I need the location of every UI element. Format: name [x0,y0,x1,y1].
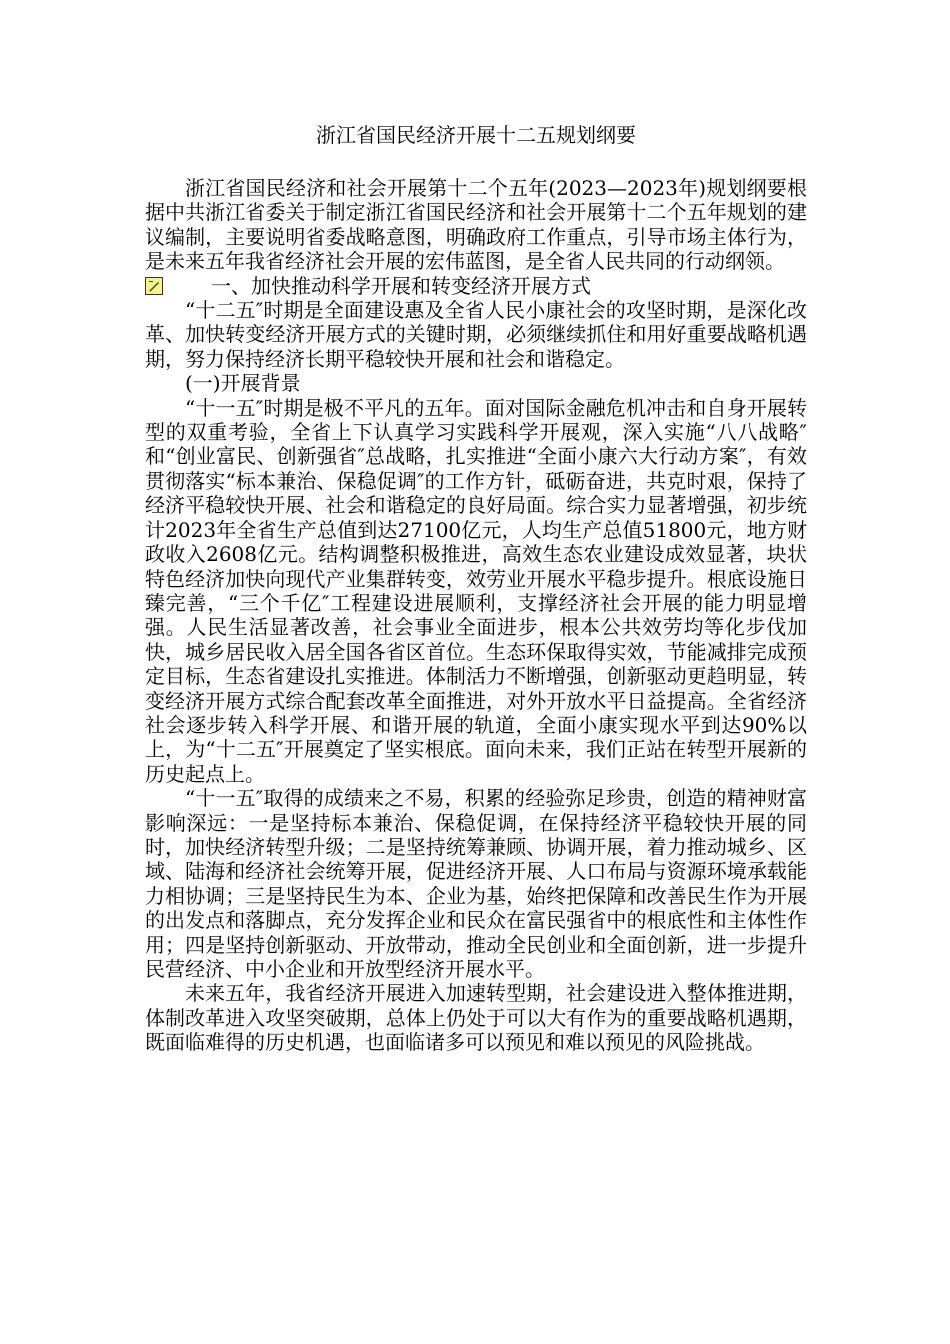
body-paragraph-2: “十一五″取得的成绩来之不易，积累的经验弥足珍贵，创造的精神财富影响深远：一是坚持标本兼治、保稳促调，在保持经济平稳较快开展的同时，加快经济转型升级；二是坚持统筹兼顾、协调开展，着力推动城乡、区域、陆海和经济社会统筹开展，促进经济开展、人口布局与资源环境承载能力相协调；三是坚持民生为本、企业为基，始终把保障和改善民生作为开展的出发点和落脚点，充分发挥企业和民众在富民强省中的根底性和主体性作用；四是坚持创新驱动、开放带动，推动全民创业和全面创新，进一步提升民营经济、中小企业和开放型经济开展水平。 [145,786,807,981]
note-pen-icon[interactable] [145,277,163,295]
subsection1-heading: (一)开展背景 [185,371,301,396]
section1-paragraph: “十二五″时期是全面建设惠及全省人民小康社会的攻坚时期，是深化改革、加快转变经济开展方式的关键时期，必须继续抓住和用好重要战略机遇期，努力保持经济长期平稳较快开展和社会和谐稳定。 [145,298,807,371]
section1-heading-row [145,274,807,298]
body-paragraph-3: 未来五年，我省经济开展进入加速转型期，社会建设进入整体推进期，体制改革进入攻坚突破期，总体上仍处于可以大有作为的重要战略机遇期，既面临难得的历史机遇，也面临诸多可以预见和难以预见的风险挑战。 [145,981,807,1055]
section1-heading: 一、加快推动科学开展和转变经济开展方式 [211,273,591,298]
body-paragraph-1: “十一五″时期是极不平凡的五年。面对国际金融危机冲击和自身开展转型的双重考验，全省上下认真学习实践科学开展观，深入实施“八八战略″和“创业富民、创新强省″总战略，扎实推进“全面小康六大行动方案″，有效贯彻落实“标本兼治、保稳促调″的工作方针，砥砺奋进，共克时艰，保持了经济平稳较快开展、社会和谐稳定的良好局面。综合实力显著增强，初步统计2023年全省生产总值到达27100亿元，人均生产总值51800元，地方财政收入2608亿元。结构调整积极推进，高效生态农业建设成效显著，块状特色经济加快向现代产业集群转变，效劳业开展水平稳步提升。根底设施日臻完善，“三个千亿″工程建设进展顺利，支撑经济社会开展的能力明显增强。人民生活显著改善，社会事业全面进步，根本公共效劳均等化步伐加快，城乡居民收入居全国各省区首位。生态环保取得实效，节能减排完成预定目标，生态省建设扎实推进。体制活力不断增强，创新驱动更趋明显，转变经济开展方式综合配套改革全面推进，对外开放水平日益提高。全省经济社会逐步转入科学开展、和谐开展的轨道，全面小康实现水平到达90%以上，为“十二五″开展奠定了坚实根底。面向未来，我们正站在转型开展新的历史起点上。 [145,395,807,786]
intro-paragraph: 浙江省国民经济和社会开展第十二个五年(2023—2023年)规划纲要根据中共浙江省委关于制定浙江省国民经济和社会开展第十二个五年规划的建议编制，主要说明省委战略意图，明确政府工作重点，引导市场主体行为，是未来五年我省经济社会开展的宏伟蓝图，是全省人民共同的行动纲领。 [145,176,807,274]
document-page [145,118,807,1055]
document-title: 浙江省国民经济开展十二五规划纲要 [316,123,636,147]
